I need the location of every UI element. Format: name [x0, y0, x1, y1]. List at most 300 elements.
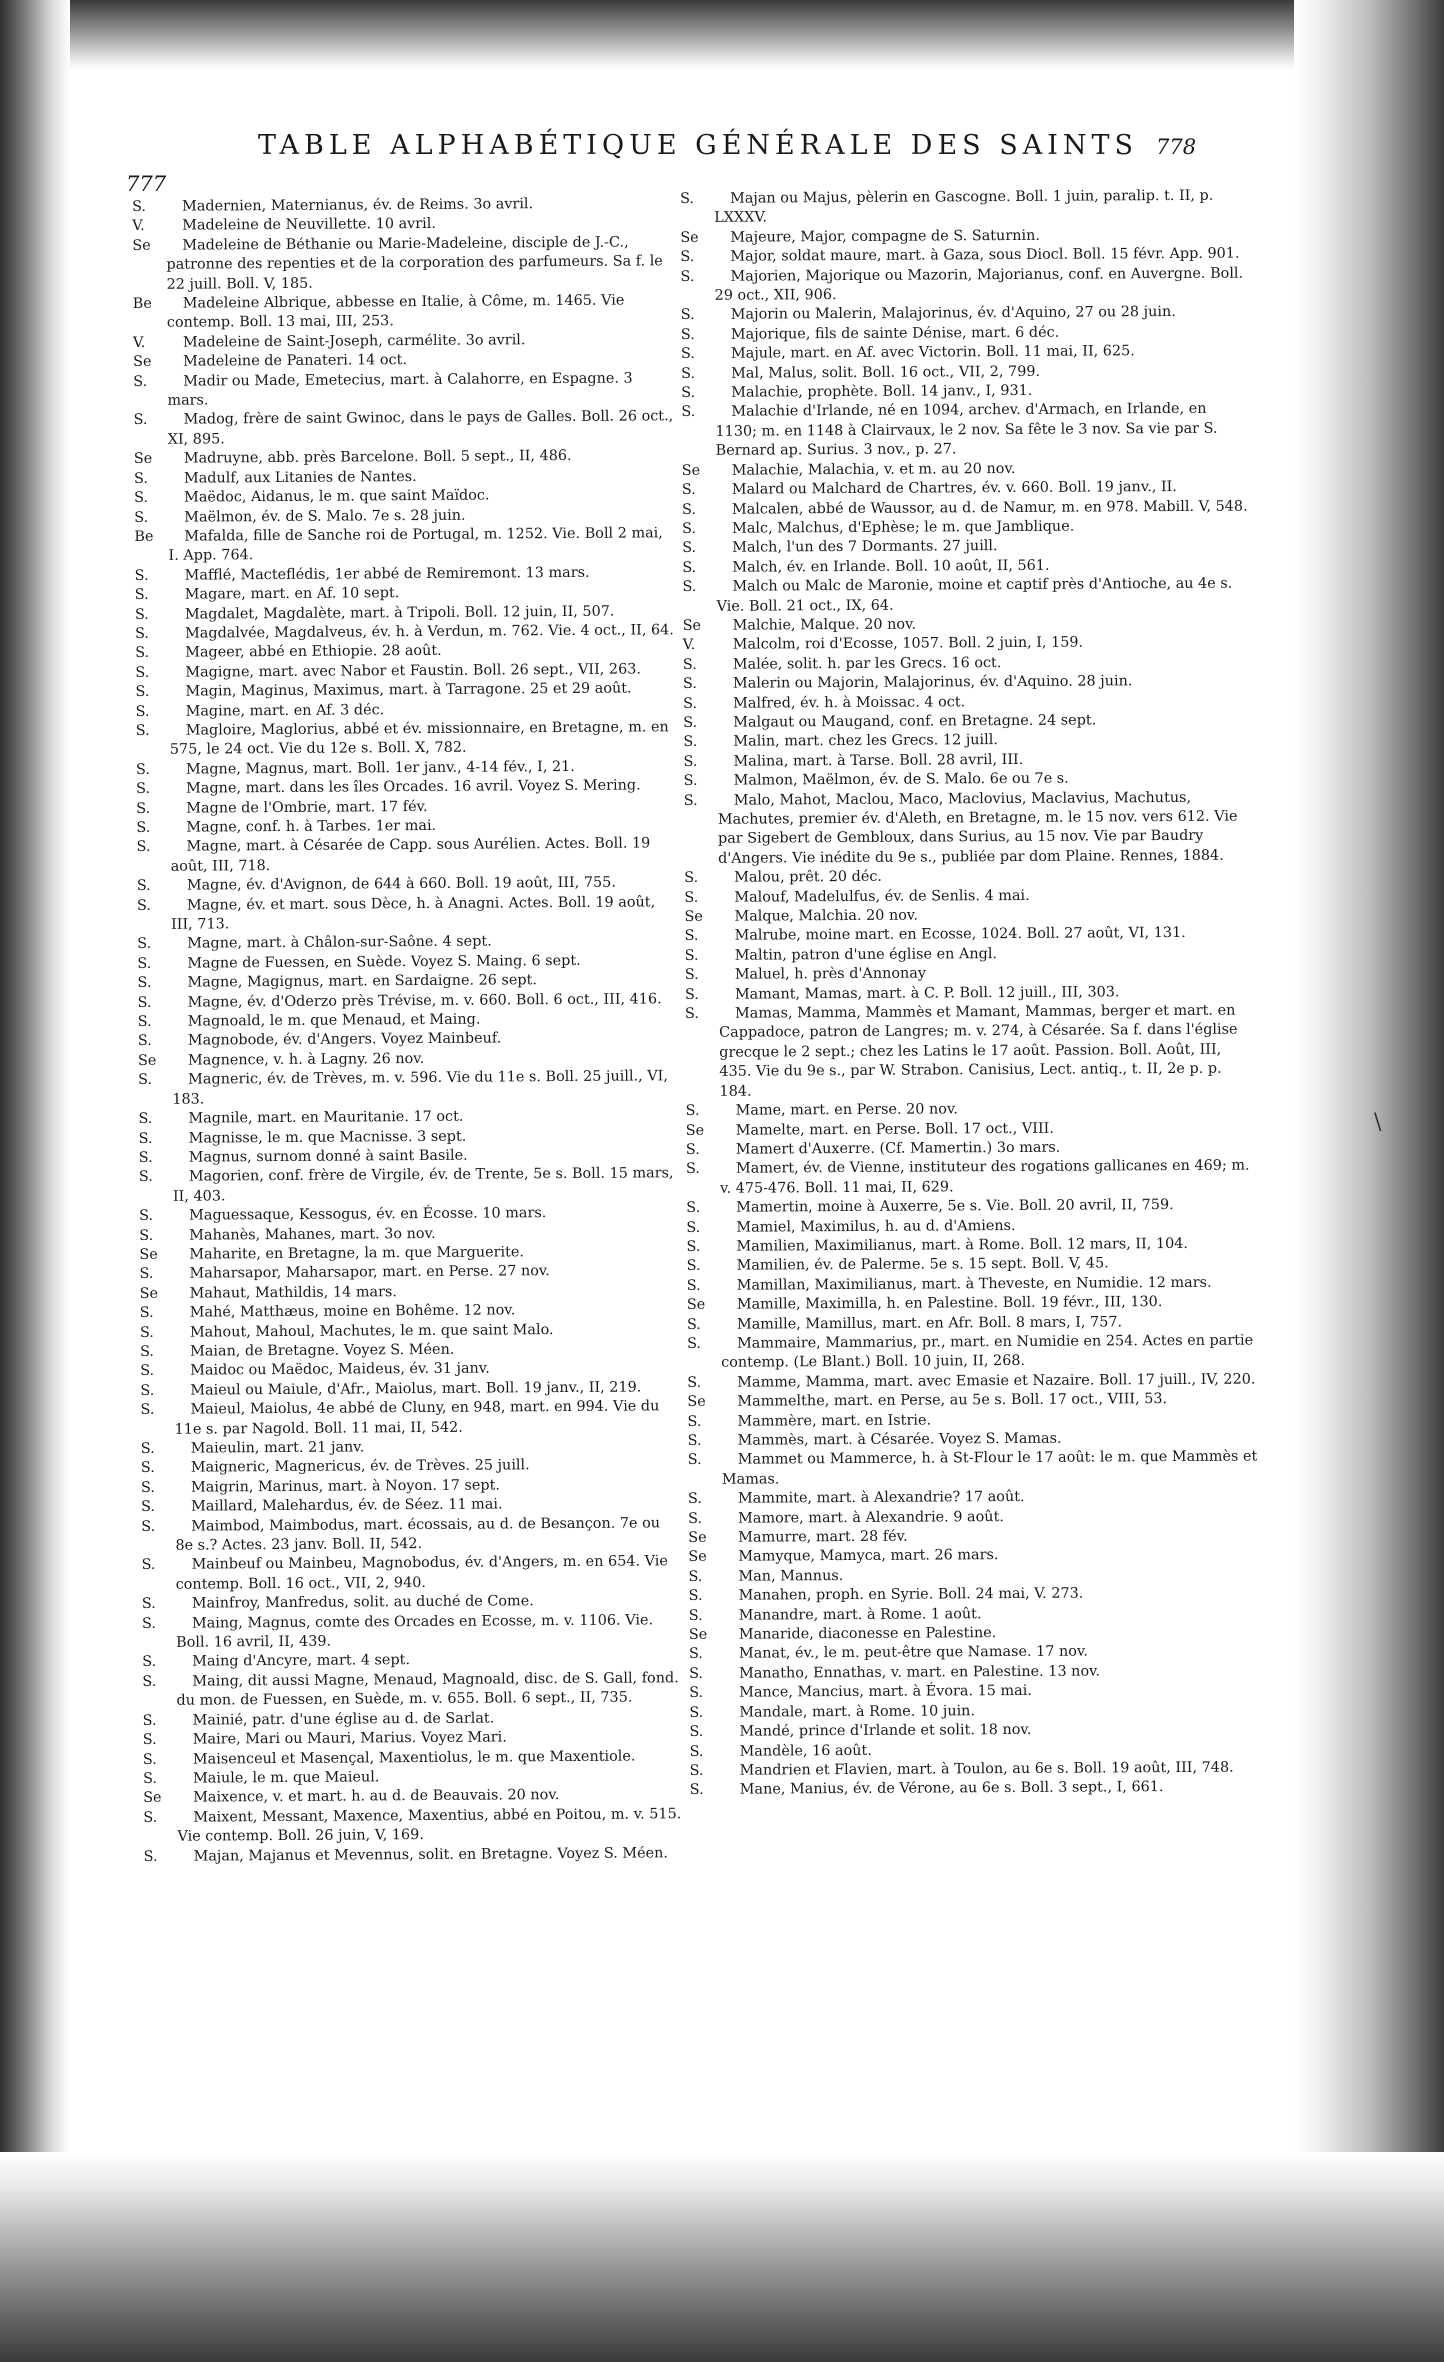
entry-text: Malin, mart. chez les Grecs. 12 juill. [733, 732, 998, 751]
entry-status-mark: S. [139, 1305, 154, 1322]
entry-status-mark: S. [687, 1452, 702, 1469]
index-entry [687, 1331, 1257, 1373]
entry-status-mark: S. [133, 470, 148, 487]
index-entry [134, 524, 674, 567]
index-entry [690, 1778, 1260, 1801]
entry-text: Manaride, diaconesse en Palestine. [738, 1625, 997, 1643]
entry-text: Mamiel, Maximilus, h. au d. d'Amiens. [736, 1217, 1016, 1236]
entry-status-mark: S. [134, 625, 150, 642]
entry-text: Maimbod, Maimbodus, mart. écossais, au d. de Besançon. 7e ou 8e s.? Actes. 23 janv. Boll. II, 542. [175, 1514, 661, 1554]
entry-text: Maillard, Malehardus, év. de Séez. 11 mai. [191, 1496, 503, 1515]
entry-status-mark: S. [684, 870, 699, 887]
entry-text: Mandé, prince d'Irlande et solit. 18 nov. [739, 1721, 1032, 1740]
entry-status-mark: S. [138, 1110, 153, 1128]
index-entry [141, 1514, 681, 1557]
entry-text: Mammelthe, mart. en Perse, au 5e s. Boll. 17 oct., VIII, 53. [737, 1391, 1168, 1410]
entry-text: Malch, l'un des 7 Dormants. 27 juill. [732, 538, 998, 557]
entry-status-mark: S. [142, 1731, 157, 1749]
entry-text: Maing d'Ancyre, mart. 4 sept. [192, 1652, 411, 1671]
entry-status-mark: S. [134, 587, 149, 604]
entry-text: Mainié, patr. d'une église au d. de Sarlat. [192, 1710, 495, 1729]
entry-text: Mamurre, mart. 28 fév. [738, 1528, 908, 1546]
entry-status-mark: S. [139, 1266, 154, 1283]
index-entry [142, 1611, 682, 1654]
entry-text: Maharsapor, Maharsapor, mart. en Perse. 27 nov. [189, 1263, 550, 1282]
stray-mark: \ [1374, 1110, 1382, 1135]
entry-status-mark: S. [681, 482, 696, 499]
entry-status-mark: S. [684, 889, 699, 906]
entry-text: Magdalet, Magdalète, mart. à Tripoli. Boll. 12 juin, II, 507. [184, 603, 615, 623]
entry-status-mark: S. [688, 1607, 703, 1624]
entry-status-mark: Se [133, 451, 153, 468]
entry-status-mark: S. [687, 1374, 702, 1391]
entry-text: Majan ou Majus, pèlerin en Gascogne. Boll. 1 juin, paralip. t. II, p. LXXXV. [714, 187, 1214, 227]
entry-status-mark: S. [136, 897, 151, 914]
entry-status-mark: S. [682, 559, 697, 576]
entry-status-mark: S. [137, 994, 152, 1011]
index-entry [136, 835, 676, 878]
index-entry [684, 788, 1254, 869]
entry-status-mark: S. [680, 326, 695, 343]
entry-text: Mane, Manius, év. de Vérone, au 6e s. Boll. 3 sept., I, 661. [739, 1779, 1164, 1798]
entry-text: Majorique, fils de sainte Dénise, mart. 6 déc. [730, 324, 1060, 343]
entry-text: Mamme, Mamma, mart. avec Emasie et Nazaire. Boll. 17 juill., IV, 220. [737, 1371, 1256, 1391]
entry-status-mark: Se [139, 1285, 159, 1302]
right-page-number: 778 [1156, 135, 1197, 159]
entry-status-mark: Se [688, 1529, 707, 1547]
entry-status-mark: S. [142, 1770, 158, 1787]
entry-status-mark: S. [133, 412, 148, 429]
entry-text: Magorien, conf. frère de Virgile, év. de Trente, 5e s. Boll. 15 mars, II, 403. [172, 1165, 674, 1205]
entry-status-mark: S. [682, 520, 697, 537]
entry-status-mark: S. [688, 1646, 703, 1663]
entry-text: Mandèle, 16 août. [739, 1742, 872, 1760]
entry-text: Magne, Magignus, mart. en Sardaigne. 26 sept. [187, 972, 538, 991]
index-entry [133, 291, 673, 334]
index-entry [681, 400, 1251, 462]
entry-text: Mance, Mancius, mart. à Évora. 15 mai. [739, 1683, 1032, 1701]
entry-text: Madeleine Albrique, abbesse en Italie, à Côme, m. 1465. Vie contemp. Boll. 13 mai, III, 253. [166, 292, 625, 332]
entry-text: Malachie d'Irlande, né en 1094, archev. d'Armach, en Irlande, en 1130; m. en 1148 à Clairvaux, le 2 nov. Sa fête le 3 nov. Sa vie par S. Bernard ap. Surius. 3 nov., p. 27. [715, 401, 1218, 460]
entry-status-mark: S. [141, 1499, 156, 1516]
entry-text: Magne, conf. h. à Tarbes. 1er mai. [186, 817, 437, 836]
entry-text: Madeleine de Panateri. 14 oct. [183, 352, 407, 370]
entry-status-mark: S. [137, 1033, 152, 1050]
entry-status-mark: Se [685, 1122, 705, 1139]
entry-status-mark: S. [140, 1382, 155, 1399]
entry-text: Magne, év. d'Oderzo près Trévise, m. v. 660. Boll. 6 oct., III, 416. [187, 990, 662, 1011]
entry-text: Mamas, Mamma, Mammès et Mamant, Mammas, berger et mart. en Cappadoce, patron de Langres; m. v. 274, à Césarée. Sa f. dans l'église grecque le 2 sept.; chez les Latins le 17 août. Passion. Boll. Août, III, 435. Vie du 9e s., par W. Strabon. Canisius, Lect. antiq., t. II, 2e p. p. 184. [719, 1002, 1238, 1100]
entry-status-mark: S. [688, 1568, 703, 1585]
entry-text: Malée, solit. h. par les Grecs. 16 oct. [732, 654, 1002, 673]
entry-status-mark: Se [688, 1549, 707, 1566]
entry-status-mark: S. [683, 695, 698, 712]
entry-status-mark: S. [681, 384, 696, 402]
entry-status-mark: S. [137, 975, 152, 992]
entry-status-mark: S. [685, 1161, 700, 1178]
entry-text: Mandrien et Flavien, mart. à Toulon, au 6e s. Boll. 19 août, III, 748. [739, 1759, 1234, 1779]
entry-status-mark: S. [134, 509, 149, 526]
entry-text: Maixence, v. et mart. h. au d. de Beauvais. 20 nov. [193, 1787, 560, 1806]
entry-text: Maixent, Messant, Maxence, Maxentius, abbé en Poitou, m. v. 515. Vie contemp. Boll. 26 juin, V, 169. [177, 1805, 682, 1845]
entry-status-mark: S. [680, 190, 695, 207]
entry-status-mark: S. [686, 1316, 701, 1333]
entry-status-mark: Se [680, 229, 699, 246]
entry-status-mark: S. [140, 1343, 155, 1360]
entry-status-mark: S. [132, 198, 147, 215]
entry-text: Maltin, patron d'une église en Angl. [734, 945, 998, 964]
entry-text: Malc, Malchus, d'Ephèse; le m. que Jamblique. [732, 518, 1075, 537]
entry-text: Maguessaque, Kessogus, év. en Écosse. 10 mars. [189, 1205, 547, 1224]
index-entry [138, 1067, 678, 1110]
entry-status-mark: S. [135, 645, 150, 662]
entry-status-mark: S. [684, 986, 699, 1003]
entry-text: Magne de Fuessen, en Suède. Voyez S. Maing. 6 sept. [187, 952, 581, 972]
entry-text: Magne de l'Ombrie, mart. 17 fév. [186, 798, 428, 817]
entry-status-mark: S. [141, 1615, 156, 1632]
entry-status-mark: S. [141, 1596, 156, 1613]
entry-status-mark: S. [138, 1149, 153, 1166]
index-entry [139, 1165, 679, 1208]
entry-text: Mamertin, moine à Auxerre, 5e s. Vie. Boll. 20 avril, II, 759. [736, 1197, 1174, 1216]
index-entry [140, 1397, 680, 1440]
entry-text: Maidoc ou Maëdoc, Maideus, év. 31 janv. [190, 1360, 490, 1379]
index-entry [686, 1157, 1256, 1199]
entry-status-mark: S. [686, 1258, 701, 1275]
entry-text: Mammite, mart. à Alexandrie? 17 août. [737, 1489, 1025, 1507]
entry-text: Malcolm, roi d'Ecosse, 1057. Boll. 2 juin, I, 159. [732, 634, 1084, 654]
entry-status-mark: S. [680, 268, 695, 285]
entry-text: Magne, év. et mart. sous Dèce, h. à Anagni. Actes. Boll. 19 août, III, 713. [171, 893, 656, 933]
entry-text: Maieulin, mart. 21 janv. [190, 1439, 365, 1457]
entry-status-mark: S. [689, 1782, 704, 1799]
entry-status-mark: S. [139, 1208, 154, 1225]
left-column [132, 194, 684, 1867]
entry-status-mark: S. [135, 664, 150, 681]
entry-status-mark: S. [689, 1743, 704, 1760]
entry-text: Malachie, Malachia, v. et m. au 20 nov. [731, 460, 1016, 479]
entry-status-mark: S. [686, 1219, 701, 1236]
entry-status-mark: S. [683, 792, 698, 809]
index-entry [136, 718, 676, 761]
entry-text: Manandre, mart. à Rome. 1 août. [738, 1605, 982, 1624]
entry-status-mark: Be [134, 528, 154, 545]
entry-status-mark: S. [134, 606, 149, 623]
entry-status-mark: S. [143, 1809, 158, 1826]
entry-status-mark: S. [683, 773, 698, 790]
entry-status-mark: S. [139, 1227, 154, 1244]
entry-text: Magloire, Maglorius, abbé et év. missionnaire, en Bretagne, m. en 575, le 24 oct. Vie du 12e s. Boll. X, 782. [169, 719, 669, 759]
entry-status-mark: S. [138, 1072, 153, 1089]
entry-text: Maigrin, Marinus, mart. à Noyon. 17 sept. [190, 1477, 500, 1496]
entry-text: Majorin ou Malerin, Malajorinus, év. d'Aquino, 27 ou 28 juin. [730, 304, 1176, 324]
entry-text: Mamille, Mamillus, mart. en Afr. Boll. 8 mars, I, 757. [736, 1313, 1123, 1333]
entry-status-mark: S. [689, 1665, 704, 1682]
entry-status-mark: Se [133, 354, 152, 371]
entry-status-mark: S. [686, 1200, 701, 1217]
entry-text: Malchie, Malque. 20 nov. [732, 616, 917, 634]
entry-text: Magdalvée, Magdalveus, év. h. à Verdun, m. 762. Vie. 4 oct., II, 64. [184, 622, 674, 642]
entry-status-mark: S. [139, 1324, 154, 1341]
entry-text: Madeleine de Béthanie ou Marie-Madeleine, disciple de J.-C., patronne des repenties et de la corporation des parfumeurs. Sa f. le 22 juill. Boll. V, 185. [166, 234, 663, 293]
entry-status-mark: S. [688, 1588, 703, 1605]
entry-status-mark: Se [686, 1297, 706, 1314]
entry-text: Magigne, mart. avec Nabor et Faustin. Boll. 26 sept., VII, 263. [185, 661, 641, 681]
entry-text: Malo, Mahot, Maclou, Maco, Maclovius, Maclavius, Machutus, Machutes, premier év. d'Aleth, en Bretagne, m. le 15 nov. vers 612. Vie par Sigebert de Gembloux, dans Surius, au 15 nov. Vie par Baudry d'Angers. Vie inédite du 9e s., publiée par dom Plaine. Rennes, 1884. [717, 789, 1238, 867]
entry-text: Majorien, Majorique ou Mazorin, Majorianus, conf. en Auvergne. Boll. 29 oct., XII, 906. [714, 265, 1244, 304]
entry-status-mark: S. [142, 1712, 157, 1729]
entry-text: Mamyque, Mamyca, mart. 26 mars. [738, 1547, 999, 1566]
entry-status-mark: S. [681, 365, 696, 382]
entry-status-mark: S. [680, 249, 695, 266]
entry-status-mark: S. [141, 1557, 156, 1574]
entry-status-mark: S. [680, 346, 695, 363]
entry-text: Mahé, Matthæus, moine en Bohême. 12 nov. [189, 1302, 516, 1321]
entry-text: Majan, Majanus et Mevennus, solit. en Bretagne. Voyez S. Méen. [193, 1844, 669, 1865]
entry-text: Maluel, h. près d'Annonay [734, 965, 927, 983]
entry-status-mark: S. [683, 734, 698, 751]
entry-text: Malfred, év. h. à Moissac. 4 oct. [733, 693, 966, 712]
entry-status-mark: S. [133, 373, 148, 390]
entry-text: Mammès, mart. à Césarée. Voyez S. Mamas. [737, 1430, 1062, 1449]
entry-text: Malouf, Madelulfus, év. de Senlis. 4 mai. [734, 887, 1030, 906]
entry-text: Majeure, Major, compagne de S. Saturnin. [730, 227, 1040, 246]
entry-text: Mageer, abbé en Ethiopie. 28 août. [185, 643, 442, 661]
entry-status-mark: S. [137, 936, 152, 953]
entry-status-mark: Se [139, 1246, 158, 1263]
entry-text: Mamert d'Auxerre. (Cf. Mamertin.) 3o mars. [735, 1139, 1061, 1158]
index-entry [143, 1805, 683, 1848]
entry-text: Maian, de Bretagne. Voyez S. Méen. [189, 1341, 455, 1360]
entry-text: Mamillan, Maximilianus, mart. à Theveste, en Numidie. 12 mars. [736, 1274, 1212, 1294]
entry-status-mark: Se [137, 1052, 157, 1069]
entry-text: Malgaut ou Maugand, conf. en Bretagne. 24 sept. [733, 712, 1097, 731]
entry-status-mark: S. [682, 676, 697, 693]
entry-text: Maharite, en Bretagne, la m. que Marguerite. [189, 1244, 525, 1263]
entry-text: Mainbeuf ou Mainbeu, Magnobodus, év. d'Angers, m. en 654. Vie contemp. Boll. 16 oct., VII, 2, 940. [175, 1553, 668, 1593]
entry-text: Mammaire, Mammarius, pr., mart. en Numidie en 254. Actes en partie contemp. (Le Blant.) Boll. 10 juin, II, 268. [721, 1332, 1254, 1372]
entry-status-mark: S. [134, 489, 149, 507]
entry-text: Malard ou Malchard de Chartres, év. v. 660. Boll. 19 janv., II. [731, 479, 1177, 498]
entry-status-mark: S. [136, 878, 151, 895]
entry-text: Malch, év. en Irlande. Boll. 10 août, II, 561. [732, 557, 1050, 576]
scan-border-left [0, 0, 70, 2362]
index-entry [682, 575, 1252, 617]
entry-text: Maëlmon, év. de S. Malo. 7e s. 28 juin. [184, 507, 466, 526]
entry-status-mark: S. [140, 1460, 155, 1477]
entry-status-mark: S. [685, 1141, 700, 1158]
entry-status-mark: S. [138, 1130, 153, 1147]
entry-text: Maiule, le m. que Maieul. [192, 1769, 380, 1787]
entry-text: Mamilien, Maximilianus, mart. à Rome. Boll. 12 mars, II, 104. [736, 1235, 1189, 1255]
index-entry [132, 233, 672, 295]
index-entry [133, 408, 673, 451]
scan-border-top [0, 0, 1444, 70]
entry-text: Magne, mart. à Césarée de Capp. sous Aurélien. Actes. Boll. 19 août, III, 718. [170, 835, 651, 875]
entry-text: Malou, prêt. 20 déc. [734, 868, 883, 886]
page-title: TABLE ALPHABÉTIQUE GÉNÉRALE DES SAINTS [258, 130, 1139, 161]
entry-text: Magare, mart. en Af. 10 sept. [184, 585, 400, 603]
entry-status-mark: S. [142, 1751, 157, 1768]
entry-status-mark: S. [683, 753, 698, 770]
entry-status-mark: S. [689, 1685, 704, 1702]
entry-text: Magneric, év. de Trèves, m. v. 596. Vie du 11e s. Boll. 25 juill., VI, 183. [172, 1068, 668, 1108]
entry-status-mark: S. [134, 567, 149, 584]
entry-status-mark: S. [142, 1673, 157, 1690]
entry-text: Maing, Magnus, comte des Orcades en Ecosse, m. v. 1106. Vie. Boll. 16 avril, II, 439. [176, 1612, 654, 1651]
entry-text: Mamille, Maximilla, h. en Palestine. Boll. 19 févr., III, 130. [736, 1294, 1163, 1313]
index-entry [680, 187, 1250, 229]
entry-text: Mammet ou Mammerce, h. à St-Flour le 17 août: le m. que Mammès et Mamas. [721, 1448, 1258, 1488]
entry-status-mark: S. [687, 1413, 702, 1430]
entry-text: Mahanès, Mahanes, mart. 3o nov. [189, 1225, 436, 1244]
index-entry [137, 893, 677, 936]
entry-status-mark: Se [682, 617, 702, 634]
entry-text: Maigneric, Magnericus, év. de Trèves. 25 juill. [190, 1457, 530, 1477]
left-page-number: 777 [126, 172, 167, 196]
entry-text: Malch ou Malc de Maronie, moine et captif près d'Antioche, au 4e s. Vie. Boll. 21 oct., IX, 64. [716, 575, 1233, 615]
entry-status-mark: S. [683, 714, 698, 731]
entry-text: Maisenceul et Masençal, Maxentiolus, le m. que Maxentiole. [192, 1748, 636, 1768]
entry-status-mark: Se [143, 1790, 162, 1807]
entry-text: Maieul ou Maiule, d'Afr., Maiolus, mart. Boll. 19 janv., II, 219. [190, 1379, 642, 1399]
entry-status-mark: S. [138, 1169, 153, 1186]
entry-status-mark: S. [684, 967, 699, 984]
entry-text: Magnile, mart. en Mauritanie. 17 oct. [188, 1108, 464, 1127]
entry-status-mark: S. [682, 579, 697, 596]
entry-status-mark: S. [136, 839, 151, 856]
entry-status-mark: S. [142, 1654, 157, 1671]
index-entry [680, 264, 1250, 306]
entry-text: Mafflé, Macteflédis, 1er abbé de Remiremont. 13 mars. [184, 564, 590, 584]
entry-text: Magne, mart. dans les îles Orcades. 16 avril. Voyez S. Mering. [186, 777, 641, 797]
entry-status-mark: S. [687, 1432, 702, 1449]
entry-status-mark: S. [135, 703, 150, 720]
entry-status-mark: Se [132, 237, 151, 254]
entry-text: Mame, mart. en Perse. 20 nov. [735, 1101, 958, 1119]
entry-text: Mammère, mart. en Istrie. [737, 1412, 932, 1430]
entry-status-mark: S. [137, 955, 152, 972]
entry-text: Maieul, Maiolus, 4e abbé de Cluny, en 948, mart. en 994. Vie du 11e s. par Nagold. Boll. 11 mai, II, 542. [174, 1398, 660, 1438]
entry-text: Mal, Malus, solit. Boll. 16 oct., VII, 2, 799. [731, 363, 1041, 382]
entry-status-mark: S. [682, 656, 697, 673]
entry-text: Manat, év., le m. peut-être que Namase. 17 nov. [738, 1644, 1088, 1663]
entry-status-mark: S. [136, 819, 151, 836]
entry-text: Mainfroy, Manfredus, solit. au duché de Come. [191, 1593, 534, 1612]
entry-text: Madeleine de Saint-Joseph, carmélite. 3o avril. [182, 332, 526, 351]
entry-status-mark: S. [137, 1013, 152, 1031]
entry-status-mark: S. [685, 1102, 700, 1120]
entry-status-mark: S. [686, 1238, 701, 1255]
right-column [680, 187, 1260, 1801]
entry-text: Magine, mart. en Af. 3 déc. [185, 701, 385, 720]
entry-text: Maing, dit aussi Magne, Menaud, Magnoald, disc. de S. Gall, fond. du mon. de Fuessen, en Suède, m. v. 655. Boll. 6 sept., II, 735. [176, 1670, 679, 1710]
entry-status-mark: Se [684, 908, 703, 926]
entry-text: Malina, mart. à Tarse. Boll. 28 avril, III. [733, 751, 1024, 770]
entry-text: Mahout, Mahoul, Machutes, le m. que saint Malo. [189, 1321, 554, 1341]
entry-status-mark: S. [141, 1518, 156, 1535]
entry-text: Magnence, v. h. à Lagny. 26 nov. [187, 1050, 425, 1069]
entry-status-mark: S. [684, 1005, 700, 1023]
entry-status-mark: S. [135, 761, 150, 778]
entry-text: Mahaut, Mathildis, 14 mars. [189, 1283, 397, 1302]
entry-text: Madruyne, abb. près Barcelone. Boll. 5 sept., II, 486. [183, 448, 572, 467]
index-entry [142, 1669, 682, 1712]
entry-text: Madulf, aux Litanies de Nantes. [183, 468, 417, 487]
entry-text: Malrube, moine mart. en Ecosse, 1024. Boll. 27 août, VI, 131. [734, 925, 1186, 945]
scan-border-right [1294, 0, 1444, 2362]
entry-status-mark: S. [682, 540, 697, 557]
entry-status-mark: S. [687, 1335, 702, 1352]
index-entry [141, 1553, 681, 1596]
entry-text: Magin, Maginus, Maximus, mart. à Tarragone. 25 et 29 août. [185, 680, 632, 700]
entry-status-mark: S. [681, 501, 696, 518]
entry-text: Mamore, mart. à Alexandrie. 9 août. [738, 1508, 1004, 1527]
entry-status-mark: S. [136, 800, 151, 817]
entry-text: Malcalen, abbé de Waussor, au d. de Namur, m. en 978. Mabill. V, 548. [731, 498, 1248, 518]
entry-text: Man, Mannus. [738, 1567, 844, 1585]
entry-text: Magnisse, le m. que Macnisse. 3 sept. [188, 1128, 467, 1147]
entry-text: Malachie, prophète. Boll. 14 janv., I, 931. [731, 382, 1033, 401]
entry-status-mark: S. [689, 1723, 704, 1741]
entry-status-mark: S. [136, 781, 151, 798]
entry-status-mark: Se [687, 1394, 706, 1411]
entry-text: Mamert, év. de Vienne, instituteur des rogations gallicanes en 469; m. v. 475-476. Boll. 11 mai, II, 629. [720, 1157, 1250, 1197]
entry-text: Magnus, surnom donné à saint Basile. [188, 1147, 468, 1166]
entry-status-mark: V. [682, 637, 696, 654]
entry-text: Mamelte, mart. en Perse. Boll. 17 oct., VIII. [735, 1120, 1054, 1139]
entry-status-mark: S. [135, 722, 150, 739]
entry-status-mark: Se [688, 1626, 708, 1644]
entry-status-mark: S. [684, 928, 699, 945]
entry-status-mark: V. [132, 334, 146, 351]
entry-text: Magnobode, év. d'Angers. Voyez Mainbeuf. [187, 1030, 502, 1050]
entry-text: Madernien, Maternianus, év. de Reims. 3o avril. [182, 196, 534, 215]
entry-text: Malque, Malchia. 20 nov. [734, 907, 918, 925]
entry-text: Madog, frère de saint Gwinoc, dans le pays de Galles. Boll. 26 oct., XI, 895. [167, 408, 674, 448]
entry-text: Major, soldat maure, mart. à Gaza, sous Diocl. Boll. 15 févr. App. 901. [730, 245, 1240, 265]
entry-text: Manahen, proph. en Syrie. Boll. 24 mai, V. 273. [738, 1585, 1084, 1604]
entry-status-mark: S. [135, 684, 150, 701]
entry-status-mark: S. [680, 307, 695, 324]
entry-text: Maëdoc, Aidanus, le m. que saint Maïdoc. [184, 487, 490, 506]
index-entry [144, 1844, 684, 1867]
entry-status-mark: S. [143, 1848, 158, 1865]
entry-text: Magne, mart. à Châlon-sur-Saône. 4 sept. [187, 933, 492, 953]
entry-status-mark: V. [132, 218, 145, 235]
entry-text: Malerin ou Majorin, Malajorinus, év. d'Aquino. 28 juin. [732, 673, 1133, 692]
entry-status-mark: S. [684, 947, 699, 964]
entry-status-mark: S. [689, 1704, 704, 1721]
entry-text: Mandale, mart. à Rome. 10 juin. [739, 1702, 976, 1721]
scan-border-bottom [0, 2152, 1444, 2362]
entry-status-mark: S. [140, 1402, 155, 1419]
entry-text: Magnoald, le m. que Menaud, et Maing. [187, 1011, 481, 1030]
index-entry [133, 369, 673, 412]
index-entry [685, 1002, 1256, 1103]
entry-status-mark: S. [140, 1440, 155, 1457]
entry-text: Magne, év. d'Avignon, de 644 à 660. Boll. 19 août, III, 755. [186, 874, 616, 894]
entry-text: Mafalda, fille de Sanche roi de Portugal, m. 1252. Vie. Boll 2 mai, I. App. 764. [168, 525, 663, 565]
entry-status-mark: S. [689, 1762, 704, 1779]
entry-status-mark: Be [132, 295, 152, 313]
entry-status-mark: S. [688, 1510, 703, 1527]
entry-text: Mamant, Mamas, mart. à C. P. Boll. 12 juill., III, 303. [734, 983, 1120, 1003]
entry-text: Manatho, Ennathas, v. mart. en Palestine. 13 nov. [739, 1663, 1101, 1682]
entry-status-mark: Se [681, 462, 701, 479]
index-entry [688, 1448, 1258, 1490]
entry-status-mark: S. [681, 404, 696, 421]
